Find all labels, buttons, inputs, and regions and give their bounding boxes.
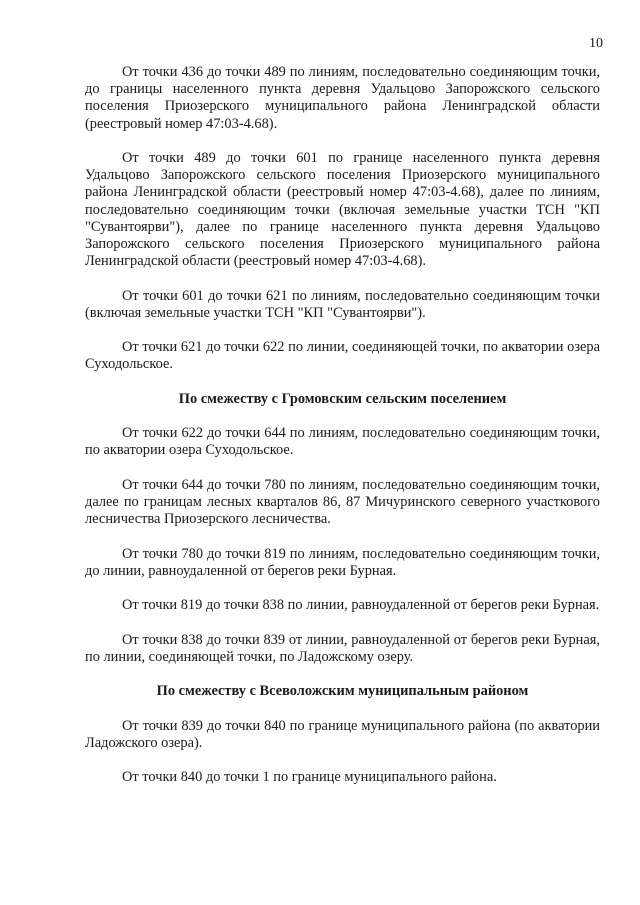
paragraph-601-621: От точки 601 до точки 621 по линиям, последовательно соединяющим точки (включая земельные участки ТСН "КП "Сувантоярви"). [85, 287, 600, 321]
paragraph-621-622: От точки 621 до точки 622 по линии, соединяющей точки, по акватории озера Суходольское. [85, 339, 600, 373]
paragraph-780-819: От точки 780 до точки 819 по линиям, последовательно соединяющим точки, до линии, равноудаленной от берегов реки Бурная. [85, 545, 600, 579]
paragraph-622-644: От точки 622 до точки 644 по линиям, последовательно соединяющим точки, по акватории озера Суходольское. [85, 425, 600, 459]
paragraph-839-840: От точки 839 до точки 840 по границе муниципального района (по акватории Ладожского озера). [85, 717, 600, 751]
page-number: 10 [589, 36, 603, 51]
paragraph-819-838: От точки 819 до точки 838 по линии, равноудаленной от берегов реки Бурная. [122, 597, 600, 614]
paragraph-838-839: От точки 838 до точки 839 от линии, равноудаленной от берегов реки Бурная, по линии, соединяющей точки, по Ладожскому озеру. [85, 631, 600, 665]
paragraph-436-489: От точки 436 до точки 489 по линиям, последовательно соединяющим точки, до границы населенного пункта деревня Удальцово Запорожского сельского поселения Приозерского муниципального района Ленинградской области (реестровый номер 47:03-4.68). [85, 64, 600, 132]
section-heading-vsevolozhsky: По смежеству с Всеволожским муниципальным районом [156, 683, 529, 700]
document-body [85, 64, 600, 804]
paragraph-489-601: От точки 489 до точки 601 по границе населенного пункта деревня Удальцово Запорожского сельского поселения Приозерского муниципального района Ленинградской области (реестровый номер 47:03-4.68), далее по линиям, последовательно соединяющим точки (включая земельные участки ТСН "КП "Сувантоярви"), далее по границе населенного пункта деревня Удальцово Запорожского сельского поселения Приозерского муниципального района Ленинградской области (реестровый номер 47:03-4.68). [85, 150, 600, 270]
paragraph-644-780: От точки 644 до точки 780 по линиям, последовательно соединяющим точки, далее по границам лесных кварталов 86, 87 Мичуринского северного участкового лесничества Приозерского лесничества. [85, 476, 600, 528]
paragraph-840-1: От точки 840 до точки 1 по границе муниципального района. [122, 769, 497, 786]
section-heading-gromovskoe: По смежеству с Громовским сельским поселением [178, 390, 507, 407]
